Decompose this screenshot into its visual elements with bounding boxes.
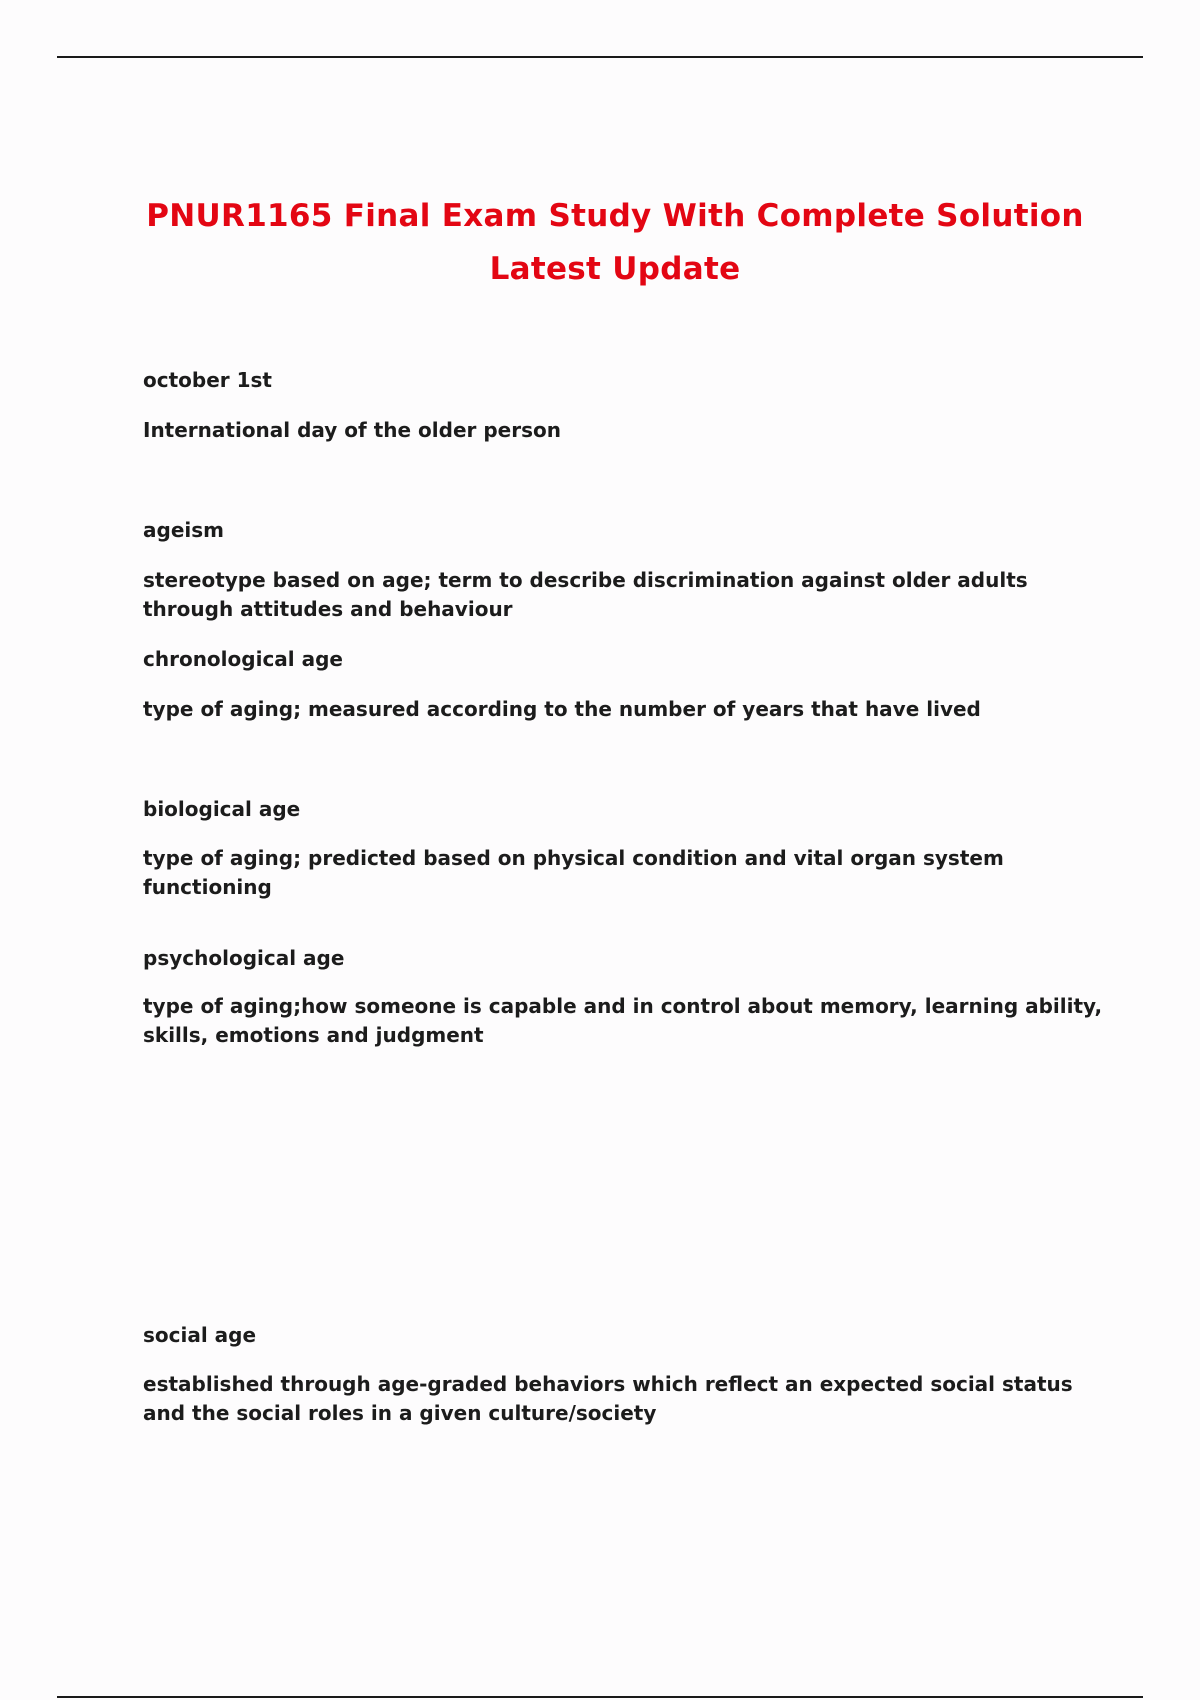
term-6: social age: [143, 1323, 257, 1347]
definition-5: type of aging;how someone is capable and in control about memory, learning ability, skills, emotions and judgment: [143, 994, 1103, 1047]
definition-4: type of aging; predicted based on physical condition and vital organ system functioning: [143, 846, 1004, 899]
definition-6: established through age-graded behaviors which reflect an expected social status and the social roles in a given culture/society: [143, 1372, 1073, 1425]
definition-1: International day of the older person: [143, 418, 561, 442]
definition-2: stereotype based on age; term to describe discrimination against older adults through attitudes and behaviour: [143, 568, 1028, 621]
term-5: psychological age: [143, 946, 345, 970]
bottom-rule: [57, 1696, 1143, 1698]
term-3: chronological age: [143, 647, 343, 671]
term-1: october 1st: [143, 368, 272, 392]
term-2: ageism: [143, 518, 224, 542]
term-4: biological age: [143, 797, 301, 821]
top-rule: [57, 56, 1143, 58]
page-title: PNUR1165 Final Exam Study With Complete Solution Latest Update: [146, 198, 1084, 287]
definition-3: type of aging; measured according to the number of years that have lived: [143, 697, 981, 721]
